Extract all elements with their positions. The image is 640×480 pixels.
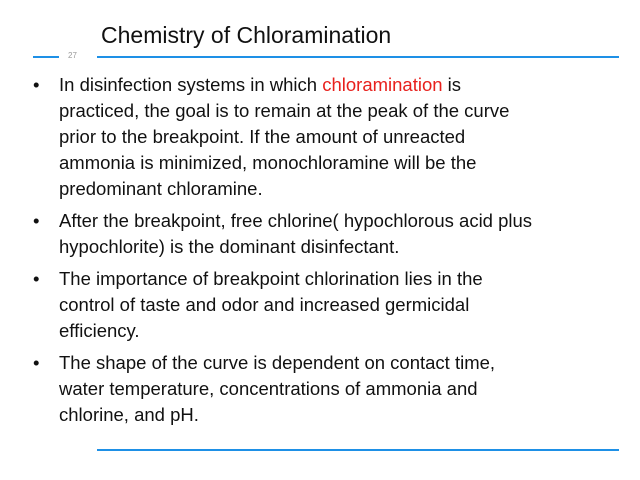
bullet-list xyxy=(33,72,613,434)
bullet-line: hypochlorite) is the dominant disinfectant. xyxy=(59,236,400,257)
bullet-line: The shape of the curve is dependent on contact time, xyxy=(59,352,496,373)
bullet-line: prior to the breakpoint. If the amount of unreacted xyxy=(59,126,466,147)
bullet-line: water temperature, concentrations of ammonia and xyxy=(59,378,478,399)
bullet-item-importance xyxy=(33,266,613,344)
bullet-text: In disinfection systems in which xyxy=(59,74,323,95)
header-rule-left xyxy=(33,56,59,58)
bullet-marker: • xyxy=(33,210,40,231)
bullet-line: efficiency. xyxy=(59,320,140,341)
bullet-line xyxy=(59,72,613,98)
bullet-text: is xyxy=(442,74,462,95)
footer-rule xyxy=(97,449,619,451)
bullet-item-chloramination-goal xyxy=(33,72,613,202)
bullet-item-curve-shape xyxy=(33,350,613,428)
highlighted-term: chloramination xyxy=(322,74,443,95)
bullet-line: chlorine, and pH. xyxy=(59,404,199,425)
bullet-line: control of taste and odor and increased germicidal xyxy=(59,294,470,315)
bullet-line: After the breakpoint, free chlorine( hypochlorous acid plus xyxy=(59,210,533,231)
bullet-marker: • xyxy=(33,74,40,95)
header-rule-right xyxy=(97,56,619,58)
bullet-line: practiced, the goal is to remain at the peak of the curve xyxy=(59,100,510,121)
bullet-marker: • xyxy=(33,352,40,373)
bullet-line: ammonia is minimized, monochloramine will be the xyxy=(59,152,477,173)
bullet-marker: • xyxy=(33,268,40,289)
slide-number: 27 xyxy=(68,51,77,60)
bullet-line: The importance of breakpoint chlorination lies in the xyxy=(59,268,483,289)
bullet-item-after-breakpoint xyxy=(33,208,613,260)
bullet-line: predominant chloramine. xyxy=(59,178,263,199)
slide-title: Chemistry of Chloramination xyxy=(101,22,392,48)
